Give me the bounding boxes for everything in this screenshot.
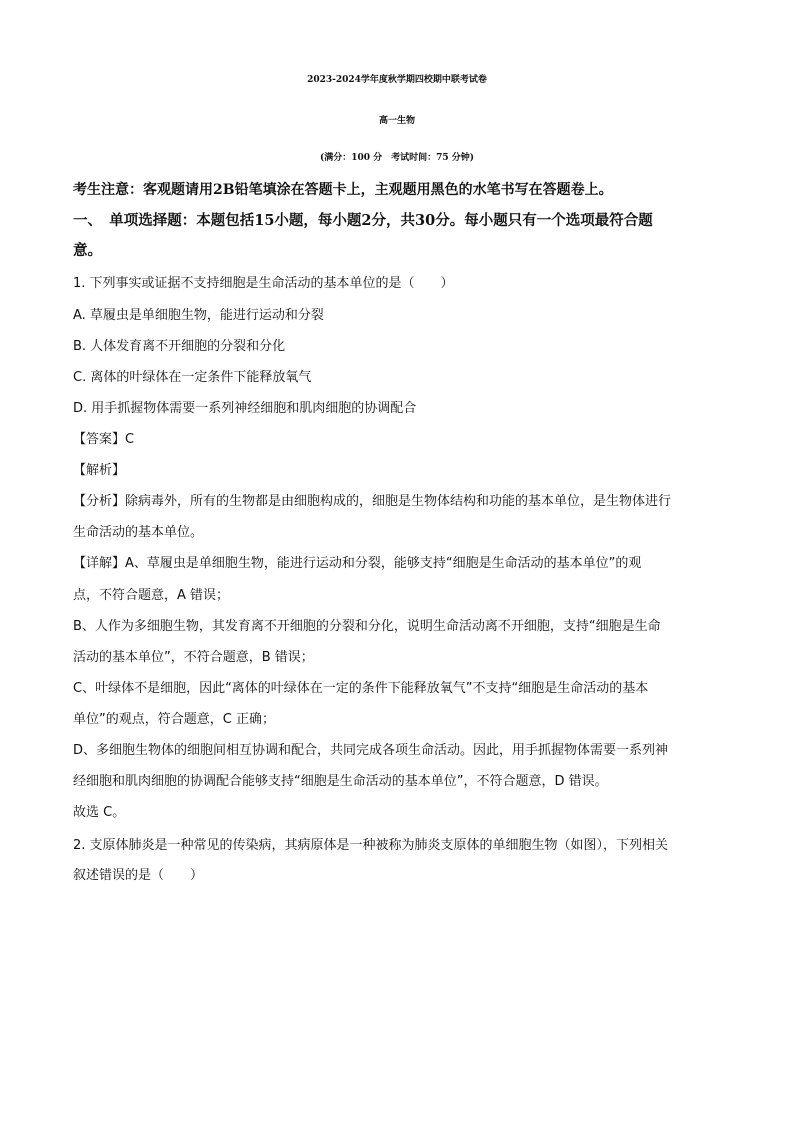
- question-2-stem-line-2: 叙述错误的是（ ）: [73, 868, 204, 883]
- question-1-answer: 【答案】C: [73, 432, 135, 447]
- analysis-line: C、叶绿体不是细胞，因此“离体的叶绿体在一定的条件下能释放氧气”不支持“细胞是生命活动的基本: [73, 681, 649, 696]
- analysis-line: 活动的基本单位”，不符合题意，B 错误；: [73, 650, 314, 665]
- analysis-line: 单位”的观点，符合题意，C 正确；: [73, 712, 275, 727]
- exam-info: (满分：100 分 考试时间：75 分钟): [319, 153, 475, 163]
- subject-title: 高一生物: [378, 116, 415, 126]
- analysis-line: D、多细胞生物体的细胞间相互协调和配合，共同完成各项生命活动。因此，用手抓握物体需要一系列神: [73, 743, 669, 758]
- analysis-line: B、人作为多细胞生物，其发育离不开细胞的分裂和分化，说明生命活动离不开细胞，支持“细胞是生命: [73, 619, 661, 634]
- question-1-analysis-title: 【解析】: [73, 463, 126, 478]
- question-1-stem: 1. 下列事实或证据不支持细胞是生命活动的基本单位的是（ ）: [73, 276, 454, 291]
- analysis-line: 故选 C。: [73, 805, 126, 820]
- candidate-notice: 考生注意：客观题请用2B铅笔填涂在答题卡上，主观题用黑色的水笔书写在答题卷上。: [73, 182, 613, 198]
- question-1-option-c: C. 离体的叶绿体在一定条件下能释放氧气: [73, 370, 312, 385]
- analysis-line: 经细胞和肌肉细胞的协调配合能够支持“细胞是生命活动的基本单位”，不符合题意，D 错误。: [73, 774, 608, 789]
- question-1-option-d: D. 用手抓握物体需要一系列神经细胞和肌肉细胞的协调配合: [73, 401, 417, 416]
- exam-title: 2023-2024学年度秋学期四校期中联考试卷: [307, 75, 487, 85]
- analysis-line: 点，不符合题意，A 错误；: [73, 588, 230, 603]
- analysis-line: 【详解】A、草履虫是单细胞生物，能进行运动和分裂，能够支持“细胞是生命活动的基本单位”的观: [73, 556, 642, 571]
- question-1-option-a: A. 草履虫是单细胞生物，能进行运动和分裂: [73, 308, 324, 323]
- section-heading-line-1: 一、 单项选择题：本题包括15小题，每小题2分，共30分。每小题只有一个选项最符合题: [73, 212, 653, 229]
- question-2-stem-line-1: 2. 支原体肺炎是一种常见的传染病，其病原体是一种被称为肺炎支原体的单细胞生物（如图），下列相关: [73, 838, 669, 853]
- section-heading-line-2: 意。: [73, 242, 102, 259]
- analysis-line: 【分析】除病毒外，所有的生物都是由细胞构成的，细胞是生物体结构和功能的基本单位，是生物体进行: [73, 494, 672, 509]
- analysis-line: 生命活动的基本单位。: [73, 525, 204, 540]
- question-1-option-b: B. 人体发育离不开细胞的分裂和分化: [73, 339, 286, 354]
